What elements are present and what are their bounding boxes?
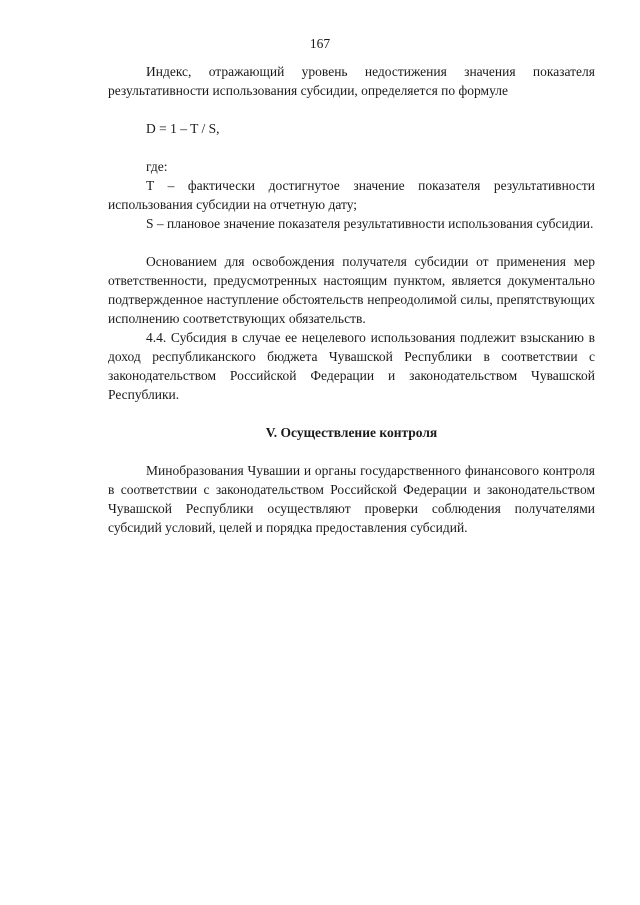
document-body <box>108 62 595 537</box>
t-definition: T – фактически достигнутое значение показателя результативности использования субсидии на отчетную дату; <box>108 178 595 212</box>
clause-4-4: 4.4. Субсидия в случае ее нецелевого использования подлежит взысканию в доход республиканского бюджета Чувашской Республики в соответствии с законодательством Российской Федерации и законодательством Чувашской Республики. <box>108 330 595 402</box>
section-v-title: V. Осуществление контроля <box>265 425 438 440</box>
formula: D = 1 – T / S, <box>146 121 220 136</box>
section-v-text: Минобразования Чувашии и органы государственного финансового контроля в соответствии с законодательством Российской Федерации и законодательством Чувашской Республики осуществляют проверки соблюдения получателями субсидий условий, целей и порядка предоставления субсидий. <box>108 463 595 535</box>
s-definition: S – плановое значение показателя результативности использования субсидии. <box>146 216 594 231</box>
index-intro-paragraph: Индекс, отражающий уровень недостижения значения показателя результативности использования субсидии, определяется по формуле <box>108 64 595 98</box>
where-label: где: <box>146 159 168 174</box>
exemption-paragraph: Основанием для освобождения получателя субсидии от применения мер ответственности, предусмотренных настоящим пунктом, является документально подтвержденное наступление обстоятельств непреодолимой силы, препятствующих исполнению соответствующих обязательств. <box>108 254 595 326</box>
page-number: 167 <box>309 36 331 51</box>
